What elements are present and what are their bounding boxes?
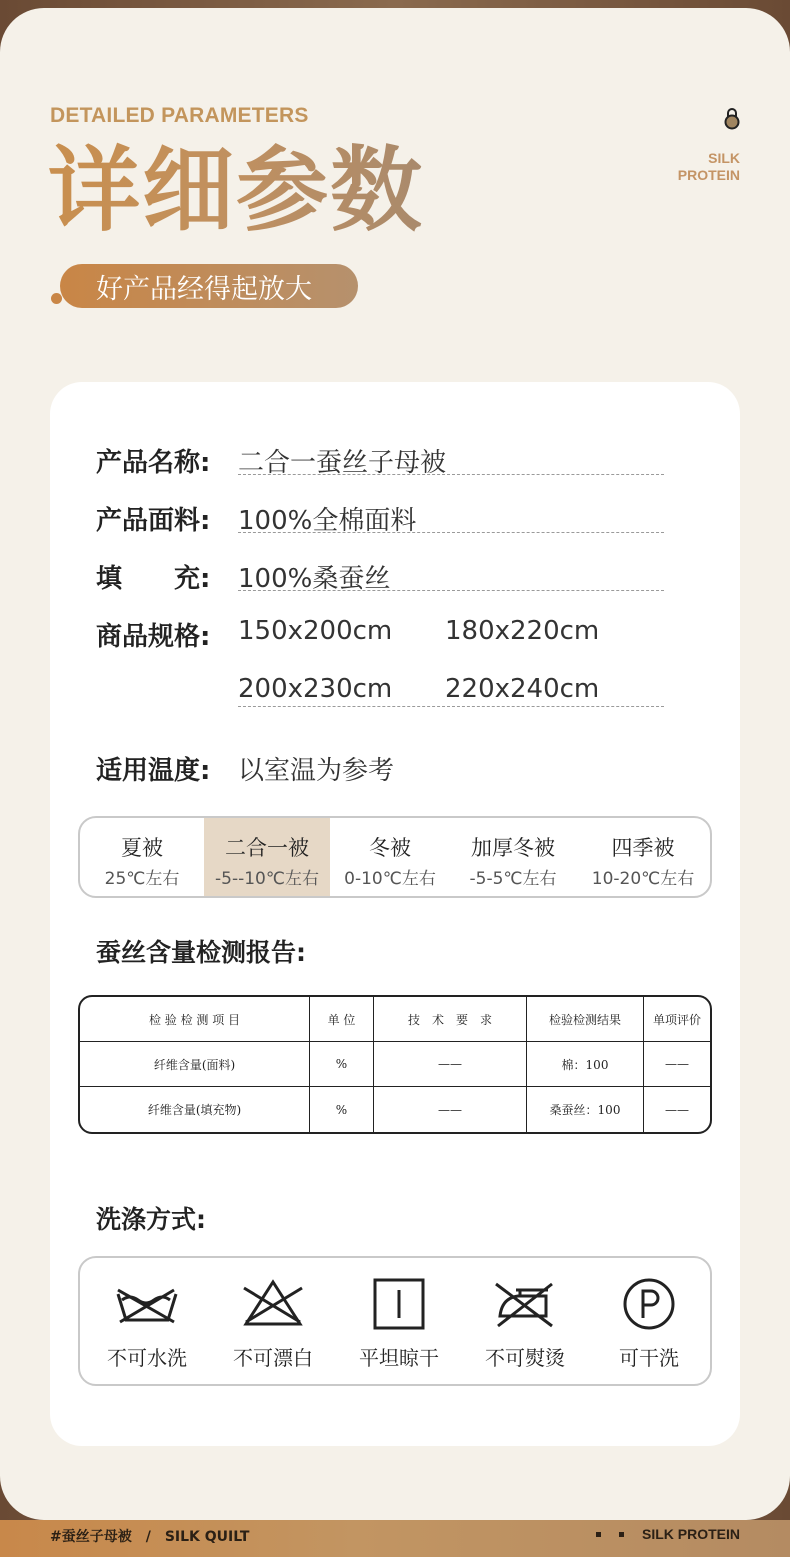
footer-dot xyxy=(596,1532,601,1537)
table-cell: % xyxy=(310,1087,374,1132)
report-table xyxy=(78,995,712,1134)
brand-tag xyxy=(678,150,740,184)
no-iron-icon xyxy=(490,1276,560,1332)
divider xyxy=(238,590,664,591)
pill-dot xyxy=(51,293,62,304)
size-value: 220x240cm xyxy=(445,674,600,704)
brand-tag-line2: PROTEIN xyxy=(677,167,740,183)
wash-label: 可干洗 xyxy=(619,1346,679,1370)
slogan-pill xyxy=(60,264,358,308)
temp-range: -5--10℃左右 xyxy=(215,869,319,889)
footer-hashtag: #蚕丝子母被 / SILK QUILT xyxy=(50,1529,250,1545)
temp-name: 冬被 xyxy=(369,836,411,860)
temp-name: 二合一被 xyxy=(225,836,309,860)
table-row xyxy=(80,1087,710,1132)
table-cell: % xyxy=(310,1042,374,1087)
divider xyxy=(238,474,664,475)
temp-name: 四季被 xyxy=(611,836,675,860)
temp-range: 25℃左右 xyxy=(104,869,180,889)
size-value: 180x220cm xyxy=(445,616,600,646)
table-cell: 棉：100 xyxy=(527,1042,644,1087)
washing-instructions xyxy=(78,1256,712,1386)
filling-label: 填 充: xyxy=(96,564,211,594)
temperature-options xyxy=(78,816,712,898)
temp-option-thick-winter xyxy=(450,818,576,896)
wash-item xyxy=(470,1276,580,1371)
temp-name: 夏被 xyxy=(121,836,163,860)
column-header: 检 验 检 测 项 目 xyxy=(80,997,310,1042)
size-value: 150x200cm xyxy=(238,616,393,646)
no-bleach-icon xyxy=(238,1276,308,1332)
temperature-value: 以室温为参考 xyxy=(238,756,395,786)
divider xyxy=(238,532,664,533)
size-value: 200x230cm xyxy=(238,674,393,704)
no-wash-icon xyxy=(112,1276,182,1332)
temperature-label: 适用温度: xyxy=(96,756,211,786)
column-header: 单 位 xyxy=(310,997,374,1042)
dry-clean-p-icon xyxy=(614,1276,684,1332)
wash-item xyxy=(218,1276,328,1371)
wash-label: 不可漂白 xyxy=(233,1346,313,1370)
page-title: 详细参数 xyxy=(48,137,425,244)
product-name-label: 产品名称: xyxy=(96,448,211,478)
wash-item xyxy=(594,1276,704,1371)
table-row xyxy=(80,1042,710,1087)
temp-option-all-season xyxy=(576,818,710,896)
wash-item xyxy=(344,1276,454,1371)
table-cell: —— xyxy=(374,1087,527,1132)
table-cell: —— xyxy=(374,1042,527,1087)
report-title: 蚕丝含量检测报告: xyxy=(96,938,306,967)
table-cell: —— xyxy=(644,1042,710,1087)
filling-value: 100%桑蚕丝 xyxy=(238,564,391,594)
divider xyxy=(238,706,664,707)
footer-dot xyxy=(619,1532,624,1537)
column-header: 检验检测结果 xyxy=(527,997,644,1042)
wash-label: 不可熨烫 xyxy=(485,1346,565,1370)
column-header: 技 术 要 求 xyxy=(374,997,527,1042)
temp-name: 加厚冬被 xyxy=(471,836,555,860)
size-label: 商品规格: xyxy=(96,622,211,652)
column-header: 单项评价 xyxy=(644,997,710,1042)
wash-label: 平坦晾干 xyxy=(359,1346,439,1370)
lock-icon xyxy=(723,106,741,130)
washing-title: 洗涤方式: xyxy=(96,1205,206,1234)
table-cell: 桑蚕丝：100 xyxy=(527,1087,644,1132)
brand-tag-line1: SILK xyxy=(708,150,740,166)
fabric-value: 100%全棉面料 xyxy=(238,506,417,536)
fabric-label: 产品面料: xyxy=(96,506,211,536)
table-cell: 纤维含量(面料) xyxy=(80,1042,310,1087)
temp-option-winter xyxy=(330,818,450,896)
dry-flat-icon xyxy=(364,1276,434,1332)
temp-option-summer xyxy=(80,818,204,896)
temp-range: -5-5℃左右 xyxy=(469,869,557,889)
slogan-text: 好产品经得起放大 xyxy=(96,273,312,305)
wash-label: 不可水洗 xyxy=(107,1346,187,1370)
temp-range: 0-10℃左右 xyxy=(344,869,436,889)
eyebrow-text: DETAILED PARAMETERS xyxy=(50,104,309,127)
footer-brand-text: SILK PROTEIN xyxy=(641,1526,740,1542)
footer-brand xyxy=(596,1526,740,1542)
table-cell: —— xyxy=(665,1102,689,1117)
table-header-row xyxy=(80,997,710,1042)
product-name-value: 二合一蚕丝子母被 xyxy=(238,448,447,478)
table-cell: 纤维含量(填充物) xyxy=(80,1087,310,1132)
temp-option-two-in-one xyxy=(204,818,330,896)
wash-item xyxy=(92,1276,202,1371)
temp-range: 10-20℃左右 xyxy=(591,869,695,889)
